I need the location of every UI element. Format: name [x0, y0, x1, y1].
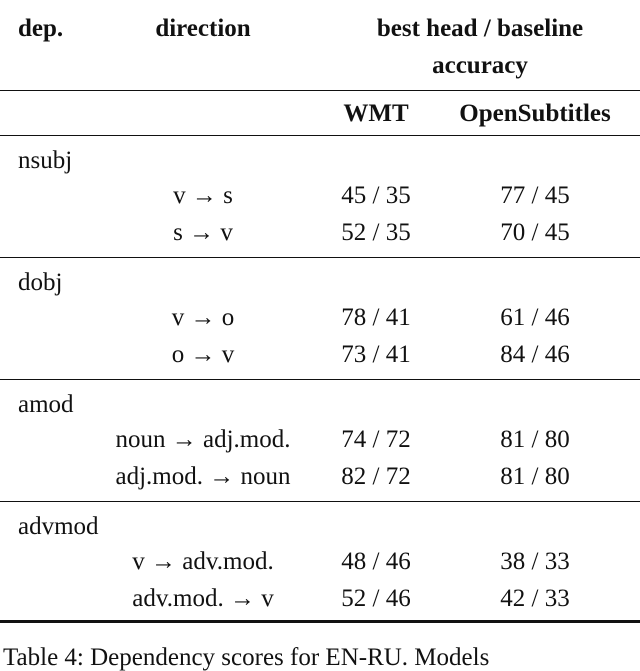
dep-label: dobj [18, 269, 63, 296]
table-caption: Table 4: Dependency scores for EN-RU. Models [3, 644, 490, 671]
dep-label: advmod [18, 513, 99, 540]
header-dep: dep. [18, 15, 64, 42]
wmt-cell: 45 / 35 [341, 182, 411, 209]
direction-cell: o → v [171, 341, 235, 368]
rule [0, 379, 640, 380]
wmt-cell: 52 / 46 [341, 585, 411, 612]
opensubtitles-cell: 84 / 46 [500, 341, 570, 368]
wmt-cell: 48 / 46 [341, 548, 411, 575]
direction-cell: v → adv.mod. [132, 548, 274, 575]
direction-cell: adj.mod. → noun [115, 463, 291, 490]
rule [0, 257, 640, 258]
direction-cell: v → o [171, 304, 235, 331]
rule [0, 501, 640, 502]
wmt-cell: 78 / 41 [341, 304, 411, 331]
header-wmt: WMT [343, 100, 409, 127]
header-metric: best head / baseline [376, 15, 584, 42]
rule [0, 135, 640, 136]
direction-cell: s → v [173, 219, 233, 246]
opensubtitles-cell: 81 / 80 [500, 426, 570, 453]
header-metric-2: accuracy [432, 52, 528, 79]
rule [0, 90, 640, 91]
opensubtitles-cell: 61 / 46 [500, 304, 570, 331]
dep-label: nsubj [18, 147, 73, 174]
bottom-rule [0, 620, 640, 623]
wmt-cell: 73 / 41 [341, 341, 411, 368]
opensubtitles-cell: 42 / 33 [500, 585, 570, 612]
header-direction: direction [155, 15, 251, 42]
opensubtitles-cell: 77 / 45 [500, 182, 570, 209]
wmt-cell: 74 / 72 [341, 426, 411, 453]
dep-label: amod [18, 391, 74, 418]
wmt-cell: 52 / 35 [341, 219, 411, 246]
direction-cell: v → s [173, 182, 233, 209]
opensubtitles-cell: 38 / 33 [500, 548, 570, 575]
opensubtitles-cell: 81 / 80 [500, 463, 570, 490]
opensubtitles-cell: 70 / 45 [500, 219, 570, 246]
wmt-cell: 82 / 72 [341, 463, 411, 490]
direction-cell: adv.mod. → v [132, 585, 274, 612]
header-opensubtitles: OpenSubtitles [459, 100, 611, 127]
direction-cell: noun → adj.mod. [115, 426, 291, 453]
